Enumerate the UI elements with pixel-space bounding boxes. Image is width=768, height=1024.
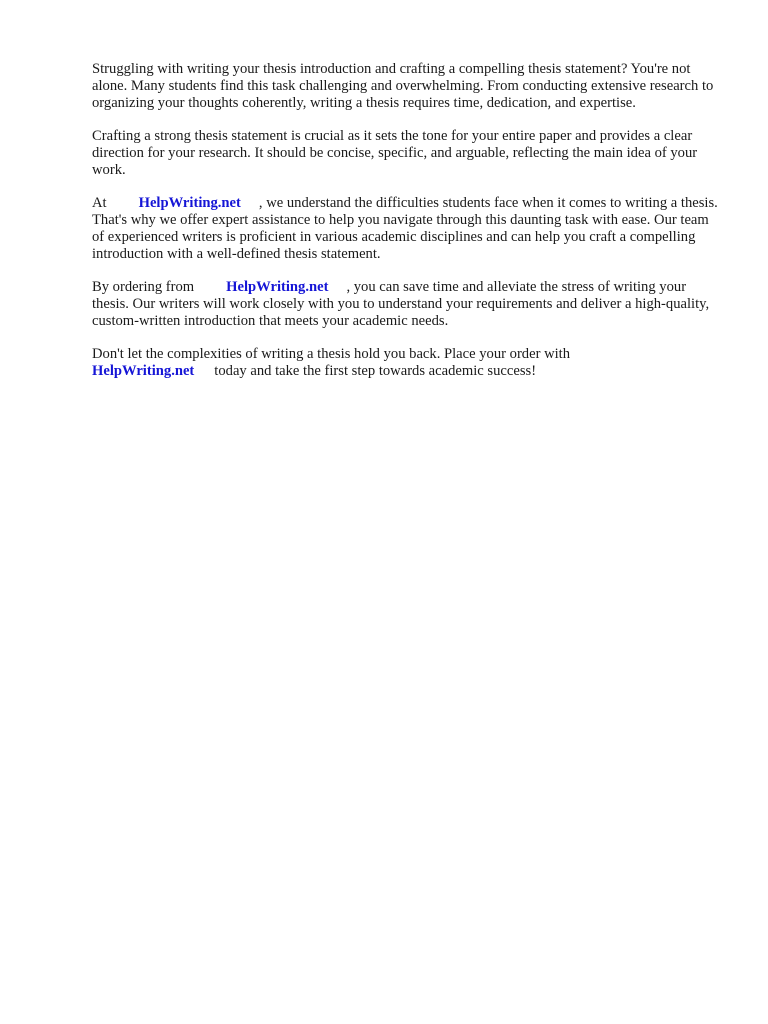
paragraph-text-before: By ordering from <box>92 279 195 295</box>
paragraph-at-helpwriting <box>92 195 724 263</box>
paragraph-text-after: , you can save time and alleviate the stress of writing your thesis. Our writers will work closely with you to understand your requirements and deliver a high-quality, custom-written introduction that meets your academic needs. <box>92 279 710 329</box>
paragraph-ordering <box>92 279 724 330</box>
paragraph-text-after: , we understand the difficulties students face when it comes to writing a thesis. That's why we offer expert assistance to help you navigate through this daunting task with ease. Our team of experienced writers is proficient in various academic disciplines and can help you craft a compelling introduction with a well-defined thesis statement. <box>92 195 718 262</box>
paragraph-text-after: today and take the first step towards academic success! <box>214 363 537 379</box>
paragraph-intro: Struggling with writing your thesis introduction and crafting a compelling thesis statement? You're not alone. Many students find this task challenging and overwhelming. From conducting extensive research to organizing your thoughts coherently, writing a thesis requires time, dedication, and expertise. <box>92 61 714 111</box>
paragraph-thesis-statement: Crafting a strong thesis statement is crucial as it sets the tone for your entire paper and provides a clear direction for your research. It should be concise, specific, and arguable, reflecting the main idea of your work. <box>92 128 698 178</box>
helpwriting-link[interactable]: HelpWriting.net <box>138 195 241 211</box>
paragraph-call-to-action <box>92 346 724 380</box>
helpwriting-link[interactable]: HelpWriting.net <box>226 279 329 295</box>
paragraph-text-before: Don't let the complexities of writing a thesis hold you back. Place your order with <box>92 346 571 362</box>
document-body <box>92 61 724 396</box>
paragraph-text-before: At <box>92 195 107 211</box>
helpwriting-link[interactable]: HelpWriting.net <box>92 363 195 379</box>
